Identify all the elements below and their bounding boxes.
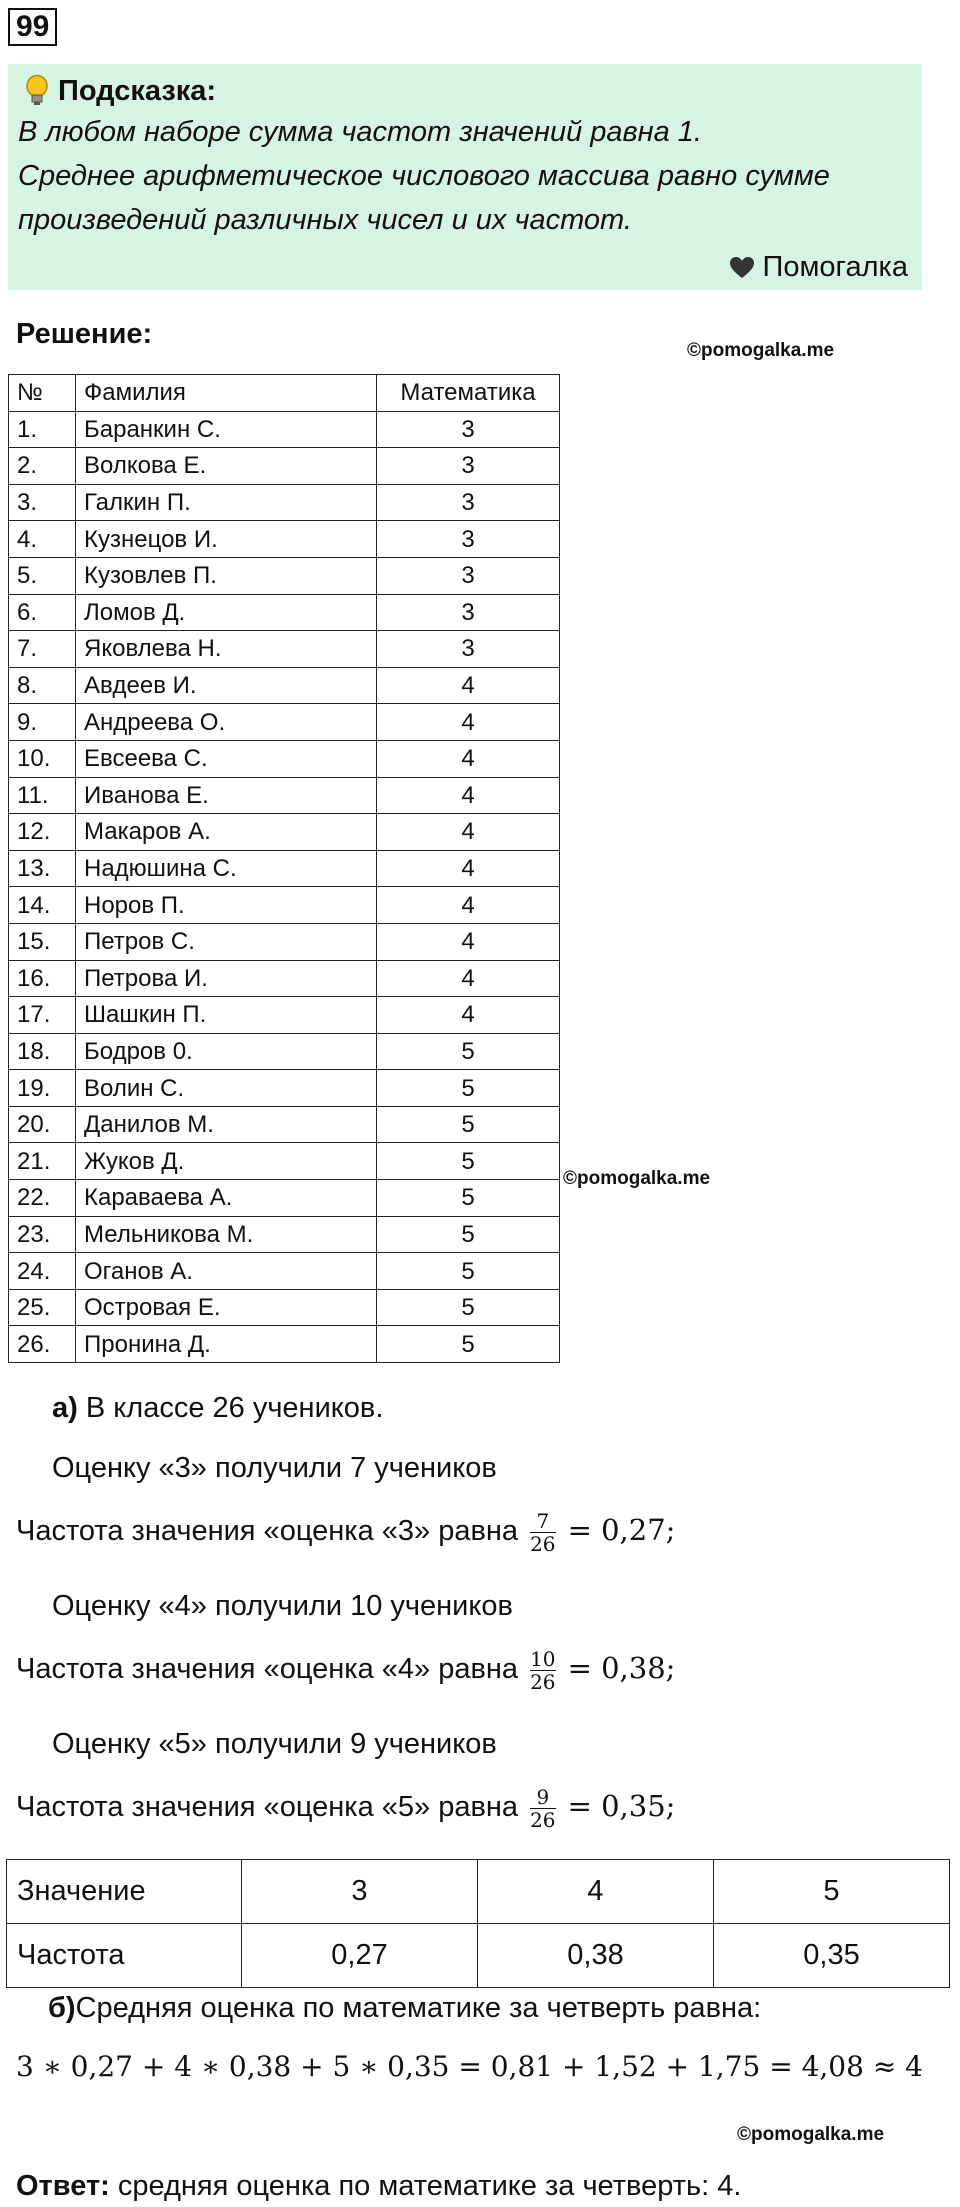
- row-number: 7.: [9, 631, 76, 668]
- fraction: [530, 1510, 555, 1555]
- row-number: 23.: [9, 1216, 76, 1253]
- row-number: 12.: [9, 814, 76, 851]
- count-line: Оценку «3» получили 7 учеников: [52, 1452, 497, 1484]
- part-a-label: а): [52, 1392, 78, 1424]
- math-grade: 5: [377, 1180, 560, 1217]
- math-grade: 5: [377, 1106, 560, 1143]
- table-row: [9, 631, 560, 668]
- math-grade: 3: [377, 411, 560, 448]
- table-row: [9, 1180, 560, 1217]
- table-row: [9, 1326, 560, 1363]
- student-name: Баранкин С.: [76, 411, 377, 448]
- hint-title-text: Подсказка:: [58, 74, 217, 107]
- hint-line: произведений различных чисел и их частот.: [18, 204, 632, 236]
- student-name: Галкин П.: [76, 484, 377, 521]
- row-number: 5.: [9, 557, 76, 594]
- value-label: Значение: [7, 1860, 242, 1924]
- math-grade: 5: [377, 1143, 560, 1180]
- student-name: Мельникова М.: [76, 1216, 377, 1253]
- math-grade: 4: [377, 997, 560, 1034]
- row-number: 8.: [9, 667, 76, 704]
- hint-line: В любом наборе сумма частот значений равна 1.: [18, 116, 702, 148]
- row-number: 11.: [9, 777, 76, 814]
- student-name: Шашкин П.: [76, 997, 377, 1034]
- math-grade: 5: [377, 1253, 560, 1290]
- math-grade: 5: [377, 1033, 560, 1070]
- math-grade: 4: [377, 740, 560, 777]
- watermark: ©pomogalka.me: [687, 340, 835, 361]
- math-grade: 5: [377, 1326, 560, 1363]
- answer-line: [16, 2170, 741, 2203]
- row-number: 2.: [9, 448, 76, 485]
- count-line: Оценку «4» получили 10 учеников: [52, 1590, 513, 1622]
- denominator: 26: [530, 1532, 556, 1556]
- row-number: 20.: [9, 1106, 76, 1143]
- table-row: [9, 887, 560, 924]
- header-number: №: [9, 375, 76, 412]
- frequency-table: [6, 1859, 950, 1988]
- brand-name: Помогалка: [762, 251, 908, 283]
- student-name: Норов П.: [76, 887, 377, 924]
- row-number: 3.: [9, 484, 76, 521]
- header-math: Математика: [377, 375, 560, 412]
- table-row: [9, 850, 560, 887]
- math-grade: 5: [377, 1216, 560, 1253]
- average-formula: 3 ∗ 0,27 + 4 ∗ 0,38 + 5 ∗ 0,35 = 0,81 + 1,52 + 1,75 = 4,08 ≈ 4: [16, 2050, 923, 2083]
- numerator: 10: [530, 1647, 556, 1671]
- math-grade: 3: [377, 448, 560, 485]
- row-number: 25.: [9, 1289, 76, 1326]
- solution-label: Решение:: [16, 318, 153, 350]
- value-cell: 3: [242, 1860, 478, 1924]
- student-name: Андреева О.: [76, 704, 377, 741]
- frequency-line: [16, 1648, 675, 1693]
- student-name: Пронина Д.: [76, 1326, 377, 1363]
- frequency-row: [7, 1924, 950, 1988]
- table-row: [9, 1070, 560, 1107]
- frequency-result: = 0,38;: [567, 1651, 676, 1686]
- row-number: 14.: [9, 887, 76, 924]
- answer-label: Ответ:: [16, 2170, 110, 2202]
- grades-table: [8, 374, 560, 1363]
- student-name: Кузнецов И.: [76, 521, 377, 558]
- math-grade: 4: [377, 887, 560, 924]
- math-grade: 5: [377, 1289, 560, 1326]
- value-cell: 4: [478, 1860, 714, 1924]
- hint-line: Среднее арифметическое числового массива равно сумме: [18, 160, 830, 192]
- math-grade: 4: [377, 777, 560, 814]
- frequency-line: [16, 1786, 675, 1831]
- row-number: 18.: [9, 1033, 76, 1070]
- table-row: [9, 704, 560, 741]
- student-name: Жуков Д.: [76, 1143, 377, 1180]
- row-number: 6.: [9, 594, 76, 631]
- student-name: Бодров 0.: [76, 1033, 377, 1070]
- table-row: [9, 1143, 560, 1180]
- student-name: Надюшина С.: [76, 850, 377, 887]
- frequency-label: Частота: [7, 1924, 242, 1988]
- lightbulb-icon: [22, 74, 52, 108]
- denominator: 26: [530, 1808, 556, 1832]
- math-grade: 3: [377, 521, 560, 558]
- row-number: 9.: [9, 704, 76, 741]
- table-row: [9, 1253, 560, 1290]
- table-row: [9, 740, 560, 777]
- hint-title: [22, 74, 216, 108]
- watermark: ©pomogalka.me: [737, 2124, 885, 2145]
- math-grade: 3: [377, 594, 560, 631]
- row-number: 1.: [9, 411, 76, 448]
- math-grade: 4: [377, 814, 560, 851]
- answer-text: средняя оценка по математике за четверть: 4.: [109, 2170, 742, 2202]
- row-number: 21.: [9, 1143, 76, 1180]
- student-name: Островая Е.: [76, 1289, 377, 1326]
- part-b-text: Средняя оценка по математике за четверть равна:: [75, 1992, 762, 2024]
- table-row: [9, 1216, 560, 1253]
- watermark: ©pomogalka.me: [563, 1168, 711, 1189]
- table-row: [9, 557, 560, 594]
- frequency-text: Частота значения «оценка «5» равна: [16, 1791, 519, 1824]
- student-name: Ломов Д.: [76, 594, 377, 631]
- table-row: [9, 923, 560, 960]
- row-number: 26.: [9, 1326, 76, 1363]
- table-row: [9, 448, 560, 485]
- table-row: [9, 594, 560, 631]
- frequency-cell: 0,27: [242, 1924, 478, 1988]
- frequency-line: [16, 1510, 675, 1555]
- student-name: Петров С.: [76, 923, 377, 960]
- table-row: [9, 814, 560, 851]
- frequency-result: = 0,27;: [567, 1513, 676, 1548]
- row-number: 4.: [9, 521, 76, 558]
- student-name: Данилов М.: [76, 1106, 377, 1143]
- heart-icon: [729, 256, 755, 280]
- student-name: Яковлева Н.: [76, 631, 377, 668]
- denominator: 26: [530, 1670, 556, 1694]
- frequency-result: = 0,35;: [567, 1789, 676, 1824]
- student-name: Волкова Е.: [76, 448, 377, 485]
- math-grade: 4: [377, 923, 560, 960]
- frequency-cell: 0,35: [714, 1924, 950, 1988]
- brand-signature: [729, 251, 908, 284]
- frequency-cell: 0,38: [478, 1924, 714, 1988]
- math-grade: 4: [377, 667, 560, 704]
- part-a-text: В классе 26 учеников.: [77, 1392, 384, 1424]
- value-row: [7, 1860, 950, 1924]
- table-row: [9, 777, 560, 814]
- student-name: Макаров А.: [76, 814, 377, 851]
- table-row: [9, 484, 560, 521]
- math-grade: 4: [377, 960, 560, 997]
- student-name: Иванова Е.: [76, 777, 377, 814]
- math-grade: 4: [377, 704, 560, 741]
- math-grade: 4: [377, 850, 560, 887]
- problem-number: 99: [8, 8, 57, 46]
- numerator: 7: [536, 1509, 550, 1533]
- row-number: 10.: [9, 740, 76, 777]
- student-name: Кузовлев П.: [76, 557, 377, 594]
- row-number: 22.: [9, 1180, 76, 1217]
- table-row: [9, 1289, 560, 1326]
- row-number: 16.: [9, 960, 76, 997]
- table-row: [9, 521, 560, 558]
- fraction: [530, 1786, 555, 1831]
- table-row: [9, 1106, 560, 1143]
- header-surname: Фамилия: [76, 375, 377, 412]
- part-b-label: б): [48, 1992, 76, 2024]
- student-name: Петрова И.: [76, 960, 377, 997]
- student-name: Оганов А.: [76, 1253, 377, 1290]
- frequency-text: Частота значения «оценка «4» равна: [16, 1653, 519, 1686]
- math-grade: 5: [377, 1070, 560, 1107]
- frequency-text: Частота значения «оценка «3» равна: [16, 1515, 519, 1548]
- table-row: [9, 411, 560, 448]
- math-grade: 3: [377, 557, 560, 594]
- student-name: Авдеев И.: [76, 667, 377, 704]
- table-row: [9, 960, 560, 997]
- value-cell: 5: [714, 1860, 950, 1924]
- student-name: Евсеева С.: [76, 740, 377, 777]
- table-row: [9, 667, 560, 704]
- part-b-intro: [48, 1992, 761, 2025]
- row-number: 17.: [9, 997, 76, 1034]
- student-name: Волин С.: [76, 1070, 377, 1107]
- part-a-intro: [52, 1392, 383, 1425]
- table-header-row: [9, 375, 560, 412]
- math-grade: 3: [377, 484, 560, 521]
- count-line: Оценку «5» получили 9 учеников: [52, 1728, 497, 1760]
- table-row: [9, 997, 560, 1034]
- row-number: 15.: [9, 923, 76, 960]
- table-row: [9, 1033, 560, 1070]
- hint-box: [8, 64, 922, 290]
- math-grade: 3: [377, 631, 560, 668]
- student-name: Караваева А.: [76, 1180, 377, 1217]
- row-number: 13.: [9, 850, 76, 887]
- row-number: 24.: [9, 1253, 76, 1290]
- fraction: [530, 1648, 555, 1693]
- row-number: 19.: [9, 1070, 76, 1107]
- numerator: 9: [536, 1785, 550, 1809]
